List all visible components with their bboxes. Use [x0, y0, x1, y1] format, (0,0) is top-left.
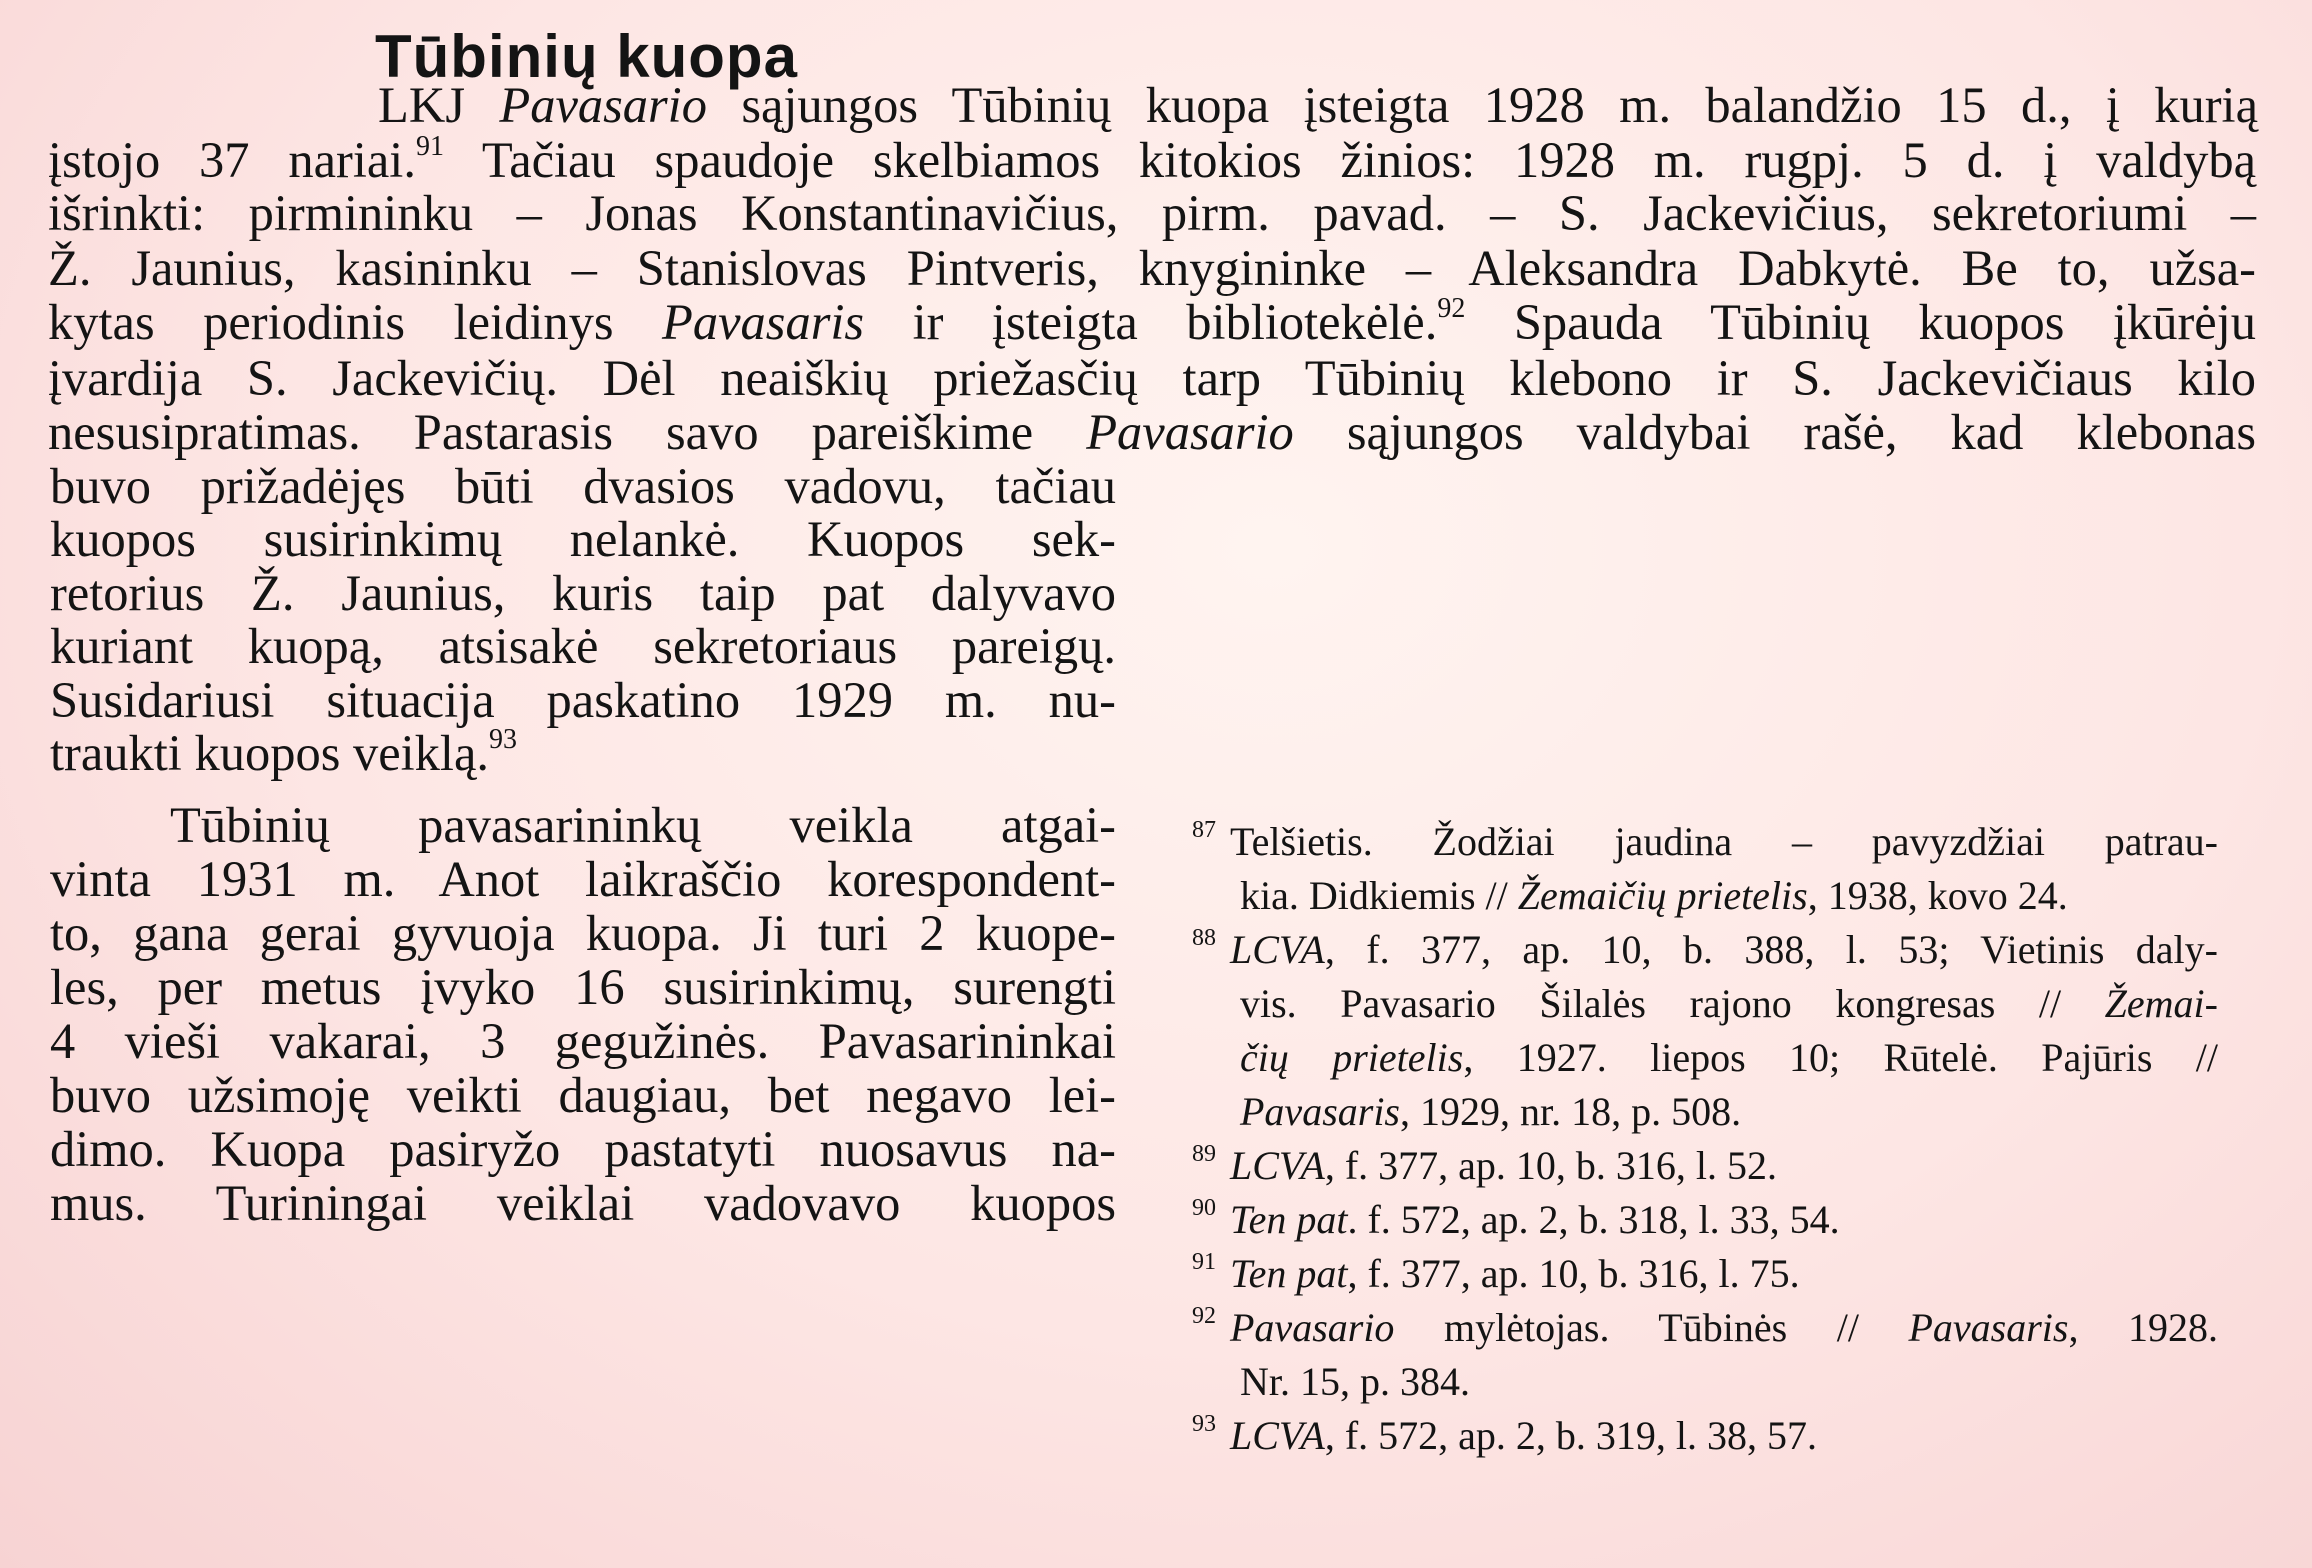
italic-run: LCVA [1230, 927, 1325, 972]
footnote-line [1192, 817, 2218, 864]
text-run: , 1929, nr. 18, p. 508. [1400, 1089, 1742, 1134]
footnote-line [1192, 1195, 2218, 1242]
text-run: kytas periodinis leidinys [48, 294, 663, 350]
paragraph-1-line [50, 618, 1116, 674]
paragraph-2-line [50, 1067, 1116, 1123]
footnote-line [1192, 1141, 2218, 1188]
paragraph-2-line [50, 905, 1116, 961]
italic-run: Žemai- [2104, 981, 2218, 1026]
paragraph-2-line [50, 959, 1116, 1015]
text-run: , 1938, kovo 24. [1807, 873, 2068, 918]
paragraph-2-line [50, 1175, 1116, 1231]
text-run: Ž. Jaunius, kasininku – Stanislovas Pintveris, knygininke – Aleksandra Dabkytė. Be to, užsa- [48, 240, 2256, 296]
paragraph-1-line [48, 293, 2257, 350]
text-run: mus. Turiningai veiklai vadovavo kuopos [50, 1175, 1116, 1231]
italic-run: čių prietelis [1240, 1035, 1464, 1080]
paragraph-2-line [170, 797, 1116, 853]
footnote-line [1192, 925, 2218, 972]
footnote-line [1192, 1249, 2218, 1296]
text-run: retorius Ž. Jaunius, kuris taip pat dalyvavo [50, 565, 1116, 621]
text-run: , f. 377, ap. 10, b. 316, l. 52. [1324, 1143, 1778, 1188]
text-run: , f. 377, ap. 10, b. 316, l. 75. [1347, 1251, 1800, 1296]
italic-run: Pavasario [1230, 1305, 1395, 1350]
italic-run: Pavasaris [1240, 1089, 1400, 1134]
paragraph-2-line [50, 1121, 1116, 1177]
footnote-number: 87 [1192, 817, 1216, 843]
italic-run: Žemaičių prietelis [1517, 873, 1808, 918]
text-run: ir įsteigta bibliotekėlė. [864, 294, 1438, 350]
text-run: Telšietis. Žodžiai jaudina – pavyzdžiai patrau- [1230, 819, 2218, 864]
text-run: nesusipratimas. Pastarasis savo pareiškime [48, 404, 1087, 460]
text-run: . f. 572, ap. 2, b. 318, l. 33, 54. [1347, 1197, 1840, 1242]
text-run: Nr. 15, p. 384. [1240, 1359, 1470, 1404]
text-run: 4 vieši vakarai, 3 gegužinės. Pavasarininkai [50, 1013, 1116, 1069]
text-run: , f. 572, ap. 2, b. 319, l. 38, 57. [1324, 1413, 1818, 1458]
footnote-number: 88 [1192, 925, 1216, 951]
paragraph-1-line [50, 511, 1116, 567]
text-run: Susidariusi situacija paskatino 1929 m. nu- [50, 672, 1116, 728]
footnote-line [1240, 1359, 2218, 1404]
text-run: dimo. Kuopa pasiryžo pastatyti nuosavus na- [50, 1121, 1116, 1177]
italic-run: Pavasario [1086, 404, 1294, 460]
paragraph-2-line [50, 1013, 1116, 1069]
footnote-ref: 91 [415, 131, 444, 162]
footnote-line [1240, 873, 2218, 918]
footnote-line [1192, 1303, 2218, 1350]
text-run: mylėtojas. Tūbinės // [1394, 1305, 1909, 1350]
paragraph-1-line [48, 131, 2257, 188]
footnote-line [1240, 1035, 2218, 1080]
text-run: kuriant kuopą, atsisakė sekretoriaus pareigų. [50, 618, 1116, 674]
italic-run: Pavasario [499, 77, 707, 133]
italic-run: Pavasaris [662, 294, 865, 350]
italic-run: LCVA [1230, 1143, 1325, 1188]
italic-run: Ten pat [1230, 1251, 1348, 1296]
paragraph-1-line [50, 565, 1116, 621]
paragraph-1-line [48, 185, 2256, 241]
text-run: , 1927. liepos 10; Rūtelė. Pajūris // [1463, 1035, 2218, 1080]
paragraph-1-line [50, 724, 1116, 781]
footnote-ref: 92 [1437, 293, 1466, 324]
text-run: kuopos susirinkimų nelankė. Kuopos sek- [50, 511, 1116, 567]
text-run: sąjungos Tūbinių kuopa įsteigta 1928 m. balandžio 15 d., į kurią [706, 77, 2258, 133]
footnote-line [1192, 1411, 2218, 1458]
paragraph-2-line [50, 851, 1116, 907]
paragraph-1-line [50, 672, 1116, 728]
text-run: LKJ [378, 77, 500, 133]
italic-run: Pavasaris [1908, 1305, 2069, 1350]
footnote-line [1240, 1089, 2218, 1134]
text-run: buvo užsimoję veikti daugiau, bet negavo lei- [50, 1067, 1116, 1123]
paragraph-1-line [378, 77, 2258, 133]
text-run: įvardija S. Jackevičių. Dėl neaiškių priežasčių tarp Tūbinių klebono ir S. Jackevičiaus kilo [48, 350, 2256, 406]
text-run: , 1928. [2068, 1305, 2218, 1350]
text-run: , f. 377, ap. 10, b. 388, l. 53; Vietinis daly- [1324, 927, 2218, 972]
text-run: les, per metus įvyko 16 susirinkimų, surengti [50, 959, 1116, 1015]
text-run: įstojo 37 nariai. [48, 132, 416, 188]
paragraph-1-line [48, 350, 2256, 406]
footnote-number: 91 [1192, 1249, 1216, 1275]
text-run: vis. Pavasario Šilalės rajono kongresas // [1240, 981, 2105, 1026]
text-run: buvo prižadėjęs būti dvasios vadovu, tačiau [50, 458, 1116, 514]
footnote-ref: 93 [489, 724, 517, 755]
footnote-number: 89 [1192, 1141, 1216, 1167]
paragraph-1-line [48, 240, 2256, 296]
text-run: Tačiau spaudoje skelbiamos kitokios žinios: 1928 m. rugpj. 5 d. į valdybą [443, 132, 2257, 188]
text-run: sąjungos valdybai rašė, kad klebonas [1293, 404, 2256, 460]
text-run: kia. Didkiemis // [1240, 873, 1518, 918]
footnote-number: 92 [1192, 1303, 1216, 1329]
text-run: išrinkti: pirmininku – Jonas Konstantinavičius, pirm. pavad. – S. Jackevičius, sekretoriumi – [48, 185, 2256, 241]
italic-run: Ten pat [1230, 1197, 1348, 1242]
footnote-line [1240, 981, 2218, 1026]
text-run: traukti kuopos veiklą. [50, 725, 489, 781]
section-heading: Tūbinių kuopa [375, 23, 798, 90]
italic-run: LCVA [1230, 1413, 1325, 1458]
text-run: vinta 1931 m. Anot laikraščio korespondent- [50, 851, 1116, 907]
footnote-number: 93 [1192, 1411, 1216, 1437]
text-run: Spauda Tūbinių kuopos įkūrėju [1465, 294, 2257, 350]
text-run: to, gana gerai gyvuoja kuopa. Ji turi 2 kuope- [50, 905, 1116, 961]
footnote-number: 90 [1192, 1195, 1216, 1221]
paragraph-1-line [48, 404, 2256, 460]
paragraph-1-line [50, 458, 1116, 514]
text-run: Tūbinių pavasarininkų veikla atgai- [170, 797, 1116, 853]
